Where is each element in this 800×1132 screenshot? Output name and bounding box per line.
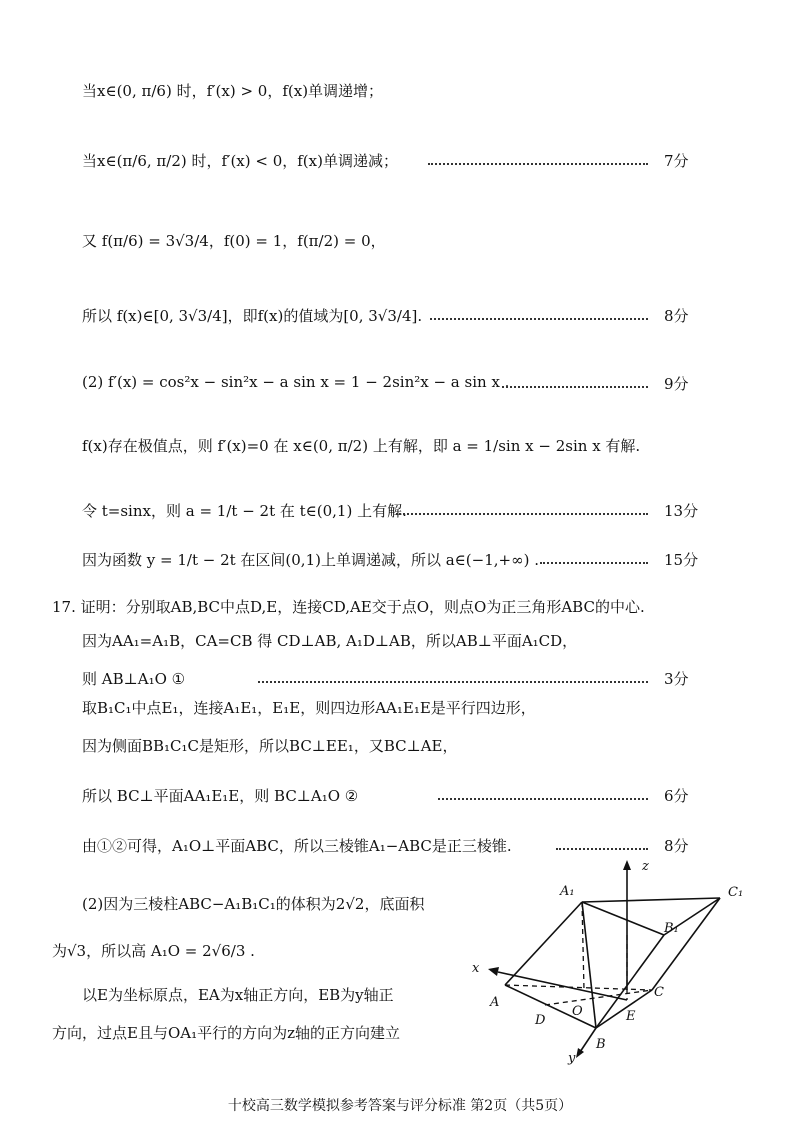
line-10: 因为AA₁=A₁B，CA=CB 得 CD⊥AB, A₁D⊥AB，所以AB⊥平面A₁CD，: [82, 632, 578, 650]
score-label: 9分: [664, 375, 689, 393]
line-9: 17. 证明：分别取AB,BC中点D,E，连接CD,AE交于点O，则点O为正三角形ABC的中心.: [52, 598, 645, 616]
label-B: B: [596, 1037, 606, 1052]
score-label: 3分: [664, 670, 689, 688]
line-2: 当x∈(π/6, π/2) 时，f′(x) < 0，f(x)单调递减；: [82, 152, 398, 170]
page-footer: 十校高三数学模拟参考答案与评分标准 第2页（共5页）: [227, 1098, 573, 1114]
label-B1: B₁: [664, 921, 679, 936]
line-7: 令 t=sinx，则 a = 1/t − 2t 在 t∈(0,1) 上有解.: [82, 502, 407, 520]
line-19: 方向，过点E且与OA₁平行的方向为z轴的正方向建立: [52, 1024, 400, 1042]
label-E: E: [626, 1009, 636, 1024]
line-6: f(x)存在极值点，则 f′(x)=0 在 x∈(0, π/2) 上有解，即 a = 1/sin x − 2sin x 有解.: [82, 437, 641, 455]
label-C1: C₁: [728, 885, 744, 900]
label-z: z: [642, 859, 649, 874]
line-13: 因为侧面BB₁C₁C是矩形，所以BC⊥EE₁，又BC⊥AE，: [82, 737, 458, 755]
line-14: 所以 BC⊥平面AA₁E₁E，则 BC⊥A₁O ②: [82, 787, 359, 805]
line-11: 则 AB⊥A₁O ①: [82, 670, 186, 688]
label-C: C: [654, 985, 664, 1000]
label-D: D: [535, 1013, 546, 1028]
line-8: 因为函数 y = 1/t − 2t 在区间(0,1)上单调递减，所以 a∈(−1,+∞) .: [82, 551, 539, 569]
label-A1: A₁: [560, 884, 575, 899]
label-x: x: [472, 961, 480, 976]
line-12: 取B₁C₁中点E₁，连接A₁E₁，E₁E，则四边形AA₁E₁E是平行四边形，: [82, 699, 536, 717]
label-y: y: [568, 1051, 576, 1066]
score-label: 13分: [664, 502, 699, 520]
score-label: 7分: [664, 152, 689, 170]
line-18: 以E为坐标原点，EA为x轴正方向，EB为y轴正: [82, 986, 394, 1004]
score-label: 8分: [664, 307, 689, 325]
line-17: 为√3，所以高 A₁O = 2√6/3 .: [52, 942, 255, 960]
line-4: 所以 f(x)∈[0, 3√3/4]，即f(x)的值域为[0, 3√3/4].: [82, 307, 423, 325]
label-A: A: [490, 995, 500, 1010]
label-O: O: [572, 1004, 583, 1019]
score-label: 15分: [664, 551, 699, 569]
line-3: 又 f(π/6) = 3√3/4，f(0) = 1，f(π/2) = 0，: [82, 232, 386, 250]
line-16: (2)因为三棱柱ABC−A₁B₁C₁的体积为2√2，底面积: [82, 895, 425, 913]
line-5: (2) f′(x) = cos²x − sin²x − a sin x = 1 − 2sin²x − a sin x .: [82, 373, 510, 391]
line-1: 当x∈(0, π/6) 时，f′(x) > 0，f(x)单调递增；: [82, 82, 384, 100]
score-label: 6分: [664, 787, 689, 805]
score-label: 8分: [664, 837, 689, 855]
line-15: 由①②可得，A₁O⊥平面ABC，所以三棱锥A₁−ABC是正三棱锥.: [82, 837, 512, 855]
